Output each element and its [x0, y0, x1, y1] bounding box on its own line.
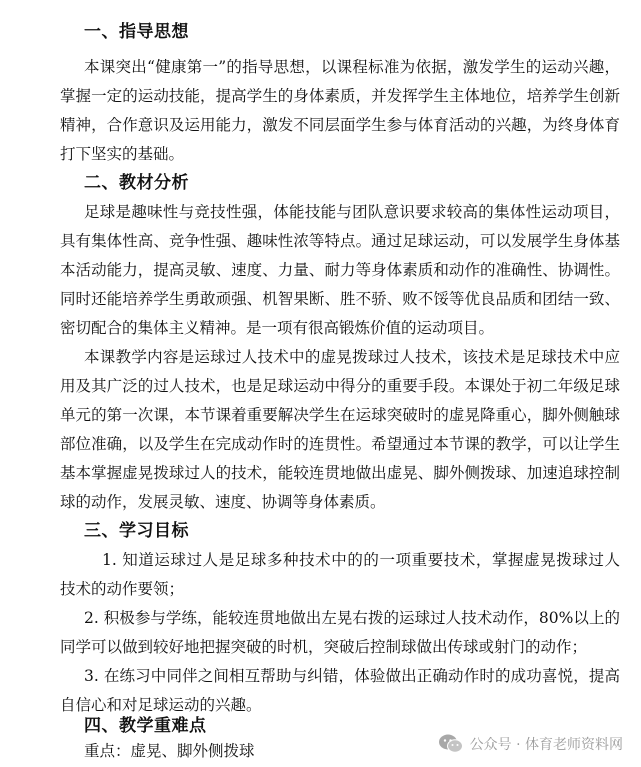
- text-line: 密切配合的集体主义精神。是一项有很高锻炼价值的运动项目。: [60, 319, 495, 337]
- text-line: 掌握一定的运动技能，提高学生的身体素质，并发挥学生主体地位，培养学生创新: [60, 87, 620, 105]
- watermark-text: 公众号 · 体育老师资料网: [469, 737, 623, 753]
- text-line: 重点：虚晃、脚外侧拨球: [84, 742, 255, 760]
- text-line: 球的动作，发展灵敏、速度、协调等身体素质。: [60, 493, 386, 511]
- text-line: 足球是趣味性与竞技性强，体能技能与团队意识要求较高的集体性运动项目，: [84, 203, 620, 221]
- text-line: 本课突出“健康第一”的指导思想，以课程标准为依据，激发学生的运动兴趣，: [84, 58, 620, 76]
- text-line: 用及其广泛的过人技术，也是足球运动中得分的重要手段。本课处于初二年级足球: [60, 377, 620, 395]
- text-line: 2. 积极参与学练，能较连贯地做出左晃右拨的运球过人技术动作，80%以上的: [84, 609, 620, 627]
- section-heading-key-points: 四、教学重难点: [84, 716, 207, 736]
- text-line: 具有集体性高、竞争性强、趣味性浓等特点。通过足球运动，可以发展学生身体基: [60, 232, 620, 250]
- wechat-icon: [438, 732, 464, 756]
- text-line: 打下坚实的基础。: [60, 145, 185, 163]
- text-line: 自信心和对足球运动的兴趣。: [60, 696, 262, 714]
- text-line: 同时还能培养学生勇敢顽强、机智果断、胜不骄、败不馁等优良品质和团结一致、: [60, 290, 620, 308]
- text-line: 本活动能力，提高灵敏、速度、力量、耐力等身体素质和动作的准确性、协调性。: [60, 261, 620, 279]
- text-line: 本课教学内容是运球过人技术中的虚晃拨球过人技术，该技术是足球技术中应: [84, 348, 620, 366]
- text-line: 精神，合作意识及运用能力，激发不同层面学生参与体育活动的兴趣，为终身体育: [60, 116, 620, 134]
- text-line: 基本掌握虚晃拨球过人的技术，能较连贯地做出虚晃、脚外侧拨球、加速追球控制: [60, 464, 620, 482]
- section-heading-guiding-ideology: 一、指导思想: [84, 22, 189, 42]
- section-heading-learning-goals: 三、学习目标: [84, 521, 189, 541]
- text-line: 单元的第一次课，本节课着重要解决学生在运球突破时的虚晃降重心，脚外侧触球: [60, 406, 620, 424]
- text-line: 技术的动作要领；: [60, 580, 185, 598]
- text-line: 同学可以做到较好地把握突破的时机，突破后控制球做出传球或射门的动作；: [60, 638, 588, 656]
- text-line: 3. 在练习中同伴之间相互帮助与纠错，体验做出正确动作时的成功喜悦，提高: [84, 667, 620, 685]
- section-heading-material-analysis: 二、教材分析: [84, 173, 189, 193]
- text-line: 1. 知道运球过人是足球多种技术中的的一项重要技术，掌握虚晃拨球过人: [102, 551, 620, 569]
- wechat-watermark: [438, 731, 623, 757]
- text-line: 部位准确，以及学生在完成动作时的连贯性。希望通过本节课的教学，可以让学生: [60, 435, 620, 453]
